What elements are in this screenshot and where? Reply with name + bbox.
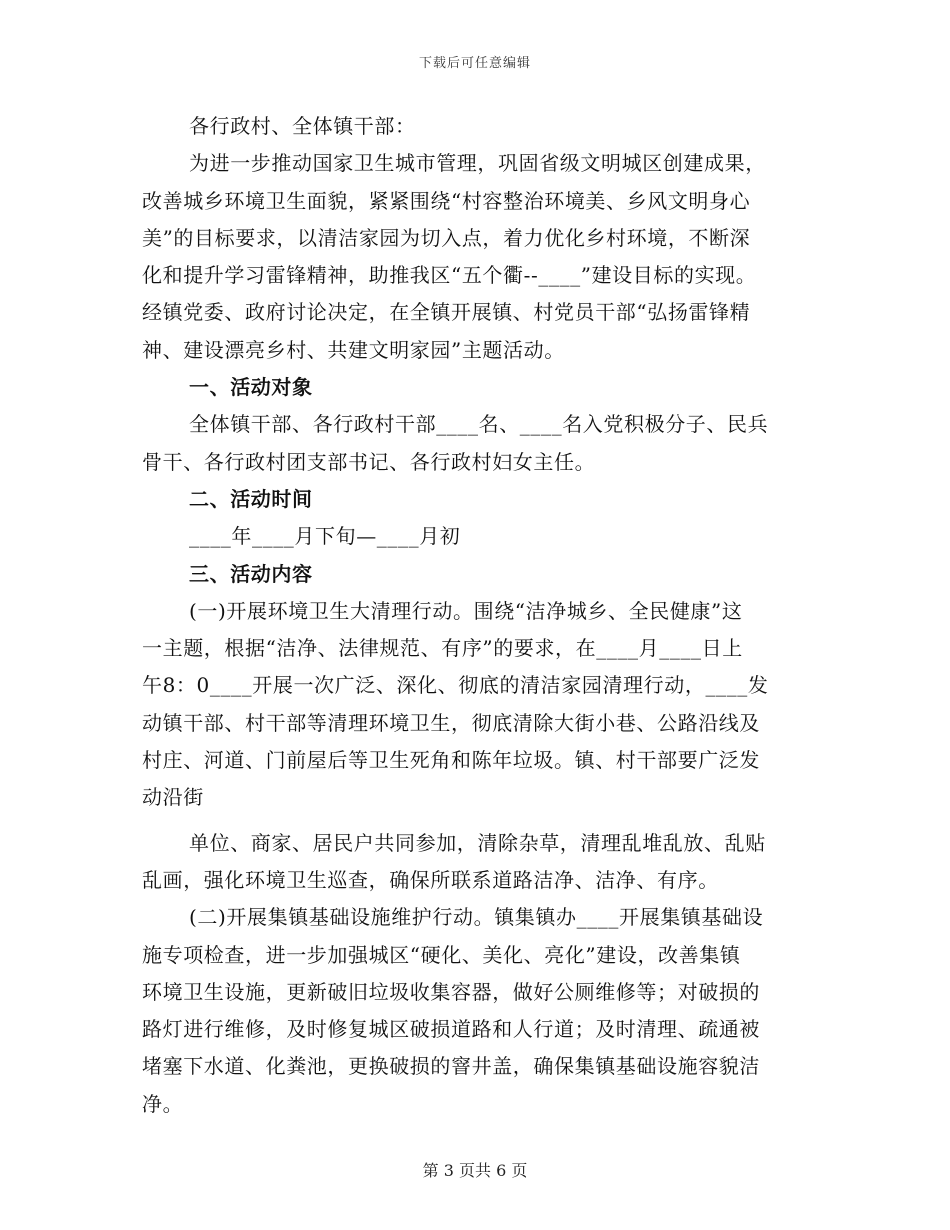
activity-time-paragraph [142, 518, 810, 555]
paragraph-line: 一主题，根据“洁净、法律规范、有序”的要求，在____月____日上 [142, 636, 743, 661]
section-heading-activity-content: 三、活动内容 [189, 561, 313, 586]
paragraph-line: 美”的目标要求，以清洁家园为切入点，着力优化乡村环境，不断深 [142, 225, 751, 250]
section-heading-activity-target: 一、活动对象 [189, 375, 313, 400]
paragraph-line: (二)开展集镇基础设施维护行动。镇集镇办____开展集镇基础设 [189, 905, 764, 930]
paragraph-line: 乱画，强化环境卫生巡查，确保所联系道路洁净、洁净、有序。 [142, 867, 719, 892]
paragraph-line: 骨干、各行政村团支部书记、各行政村妇女主任。 [142, 449, 596, 474]
content-item-1 [142, 593, 810, 817]
activity-target-paragraph [142, 406, 810, 481]
paragraph-line: 路灯进行维修，及时修复城区破损道路和人行道；及时清理、疏通被 [142, 1017, 760, 1042]
paragraph-line: ____年____月下旬—____月初 [189, 524, 461, 549]
paragraph-line: 经镇党委、政府讨论决定，在全镇开展镇、村党员干部“弘扬雷锋精 [142, 300, 751, 325]
paragraph-line: (一)开展环境卫生大清理行动。围绕“洁净城乡、全民健康”这 [189, 598, 743, 623]
page-number: 第 3 页共 6 页 [422, 1161, 528, 1180]
paragraph-line: 神、建设漂亮乡村、共建文明家园”主题活动。 [142, 337, 565, 362]
paragraph-line: 动镇干部、村干部等清理环境卫生，彻底清除大街小巷、公路沿线及 [142, 710, 760, 735]
paragraph-line: 动沿街 [142, 785, 204, 810]
document-body [142, 108, 810, 1123]
paragraph-line: 净。 [142, 1091, 184, 1116]
page-header: 下载后可任意编辑 [418, 56, 531, 71]
paragraph-line: 午8：0____开展一次广泛、深化、彻底的清洁家园清理行动，____发 [142, 673, 769, 698]
paragraph-line: 施专项检查，进一步加强城区“硬化、美化、亮化”建设，改善集镇 [142, 942, 741, 967]
paragraph-line: 环境卫生设施，更新破旧垃圾收集容器，做好公厕维修等；对破损的 [142, 979, 760, 1004]
paragraph-line: 单位、商家、居民户共同参加，清除杂草，清理乱堆乱放、乱贴 [189, 830, 766, 855]
intro-paragraph [142, 145, 810, 369]
paragraph-line: 为进一步推动国家卫生城市管理，巩固省级文明城区创建成果， [189, 151, 766, 176]
paragraph-line: 改善城乡环境卫生面貌，紧紧围绕“村容整治环境美、乡风文明身心 [142, 188, 751, 213]
content-item-1-continued [142, 825, 810, 900]
section-heading-activity-time: 二、活动时间 [189, 486, 313, 511]
paragraph-line: 化和提升学习雷锋精神，助推我区“五个衢--____”建设目标的实现。 [142, 263, 757, 288]
content-item-2 [142, 899, 810, 1123]
paragraph-line: 全体镇干部、各行政村干部____名、____名入党积极分子、民兵 [189, 412, 769, 437]
paragraph-line: 村庄、河道、门前屋后等卫生死角和陈年垃圾。镇、村干部要广泛发 [142, 748, 760, 773]
salutation: 各行政村、全体镇干部： [189, 114, 416, 138]
paragraph-line: 堵塞下水道、化粪池，更换破损的窨井盖，确保集镇基础设施容貌洁 [142, 1054, 760, 1079]
